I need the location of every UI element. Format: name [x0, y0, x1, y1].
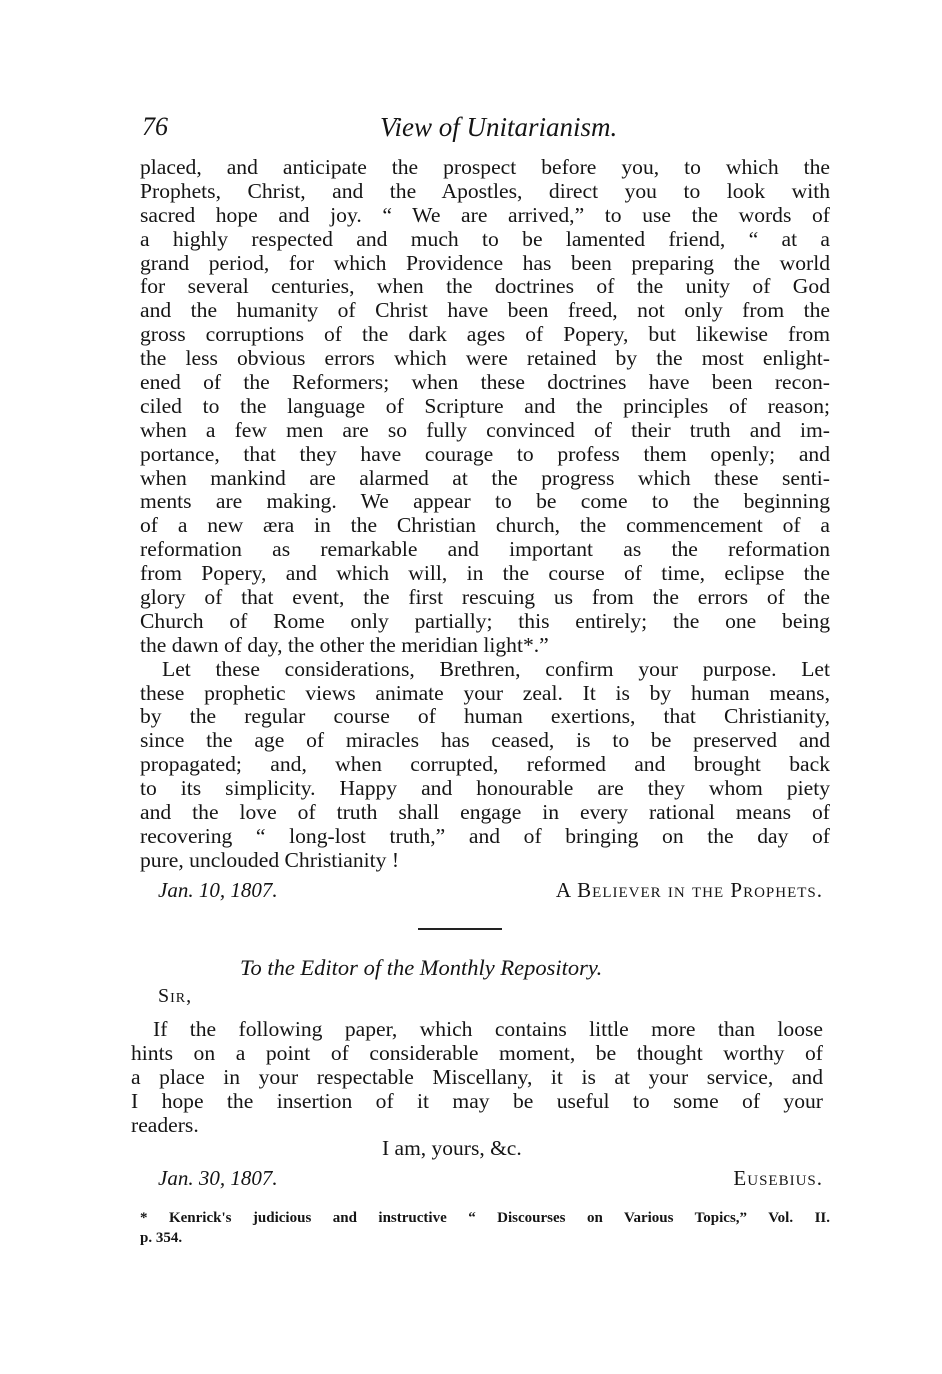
letter-date: Jan. 30, 1807.: [158, 1166, 278, 1190]
text-line: for several centuries, when the doctrines of the unity of God: [140, 275, 830, 299]
text-line: when mankind are alarmed at the progress which these senti-: [140, 466, 830, 490]
text-line: a highly respected and much to be lamented friend, “ at a: [140, 227, 830, 251]
letter-heading: To the Editor of the Monthly Repository.: [240, 955, 603, 980]
text-line: these prophetic views animate your zeal. It is by human means,: [140, 681, 830, 705]
letter-closing: I am, yours, &c.: [382, 1136, 522, 1160]
article-date: Jan. 10, 1807.: [158, 878, 278, 902]
letter-body: [131, 1018, 823, 1137]
text-line: by the regular course of human exertions, that Christianity,: [140, 705, 830, 729]
text-line: gross corruptions of the dark ages of Popery, but likewise from: [140, 323, 830, 347]
section-divider: [418, 928, 502, 930]
letter-signature: Eusebius.: [733, 1166, 823, 1190]
letter-salutation: Sir,: [158, 985, 193, 1007]
text-line: If the following paper, which contains little more than loose: [153, 1018, 823, 1041]
text-line: hints on a point of considerable moment, be thought worthy of: [131, 1041, 823, 1065]
text-line: Prophets, Christ, and the Apostles, direct you to look with: [140, 179, 830, 203]
footnote-line: p. 354.: [140, 1230, 183, 1246]
text-line: pure, unclouded Christianity !: [140, 848, 400, 872]
text-line: readers.: [131, 1113, 199, 1137]
text-line: from Popery, and which will, in the course of time, eclipse the: [140, 562, 830, 586]
running-title: View of Unitarianism.: [380, 112, 618, 142]
text-line: a place in your respectable Miscellany, it is at your service, and: [131, 1065, 823, 1089]
text-line: since the age of miracles has ceased, is to be preserved and: [140, 729, 830, 753]
text-line: ments are making. We appear to be come to the beginning: [140, 490, 830, 514]
text-line: placed, and anticipate the prospect before you, to which the: [140, 156, 830, 179]
article-signature-row: [158, 878, 823, 906]
text-line: reformation as remarkable and important as the reformation: [140, 538, 830, 562]
text-line: ened of the Reformers; when these doctrines have been recon-: [140, 371, 830, 395]
text-line: and the humanity of Christ have been freed, not only from the: [140, 299, 830, 323]
text-line: to its simplicity. Happy and honourable are they whom piety: [140, 777, 830, 801]
text-line: of a new æra in the Christian church, the commencement of a: [140, 514, 830, 538]
page-number: 76: [142, 112, 168, 141]
text-line: I hope the insertion of it may be useful to some of your: [131, 1089, 823, 1113]
text-line: portance, that they have courage to profess them openly; and: [140, 442, 830, 466]
letter-signature-row: [158, 1166, 823, 1194]
page-header: [142, 112, 832, 152]
text-line: the less obvious errors which were retained by the most enlight-: [140, 347, 830, 371]
text-line: sacred hope and joy. “ We are arrived,” to use the words of: [140, 203, 830, 227]
text-line: ciled to the language of Scripture and the principles of reason;: [140, 394, 830, 418]
text-line: Let these considerations, Brethren, confirm your purpose. Let: [162, 657, 830, 681]
text-line: and the love of truth shall engage in every rational means of: [140, 801, 830, 825]
text-line: Church of Rome only partially; this entirely; the one being: [140, 609, 830, 633]
text-line: the dawn of day, the other the meridian light*.”: [140, 633, 549, 657]
text-line: propagated; and, when corrupted, reformed and brought back: [140, 753, 830, 777]
text-line: glory of that event, the first rescuing us from the errors of the: [140, 586, 830, 610]
text-line: when a few men are so fully convinced of their truth and im-: [140, 418, 830, 442]
footnote-line: * Kenrick's judicious and instructive “ Discourses on Various Topics,” Vol. II.: [140, 1210, 830, 1226]
text-line: grand period, for which Providence has been preparing the world: [140, 251, 830, 275]
text-line: recovering “ long-lost truth,” and of bringing on the day of: [140, 824, 830, 848]
article-body: [140, 156, 830, 873]
footnote: [140, 1208, 830, 1248]
article-signature: A Believer in the Prophets.: [555, 878, 823, 902]
